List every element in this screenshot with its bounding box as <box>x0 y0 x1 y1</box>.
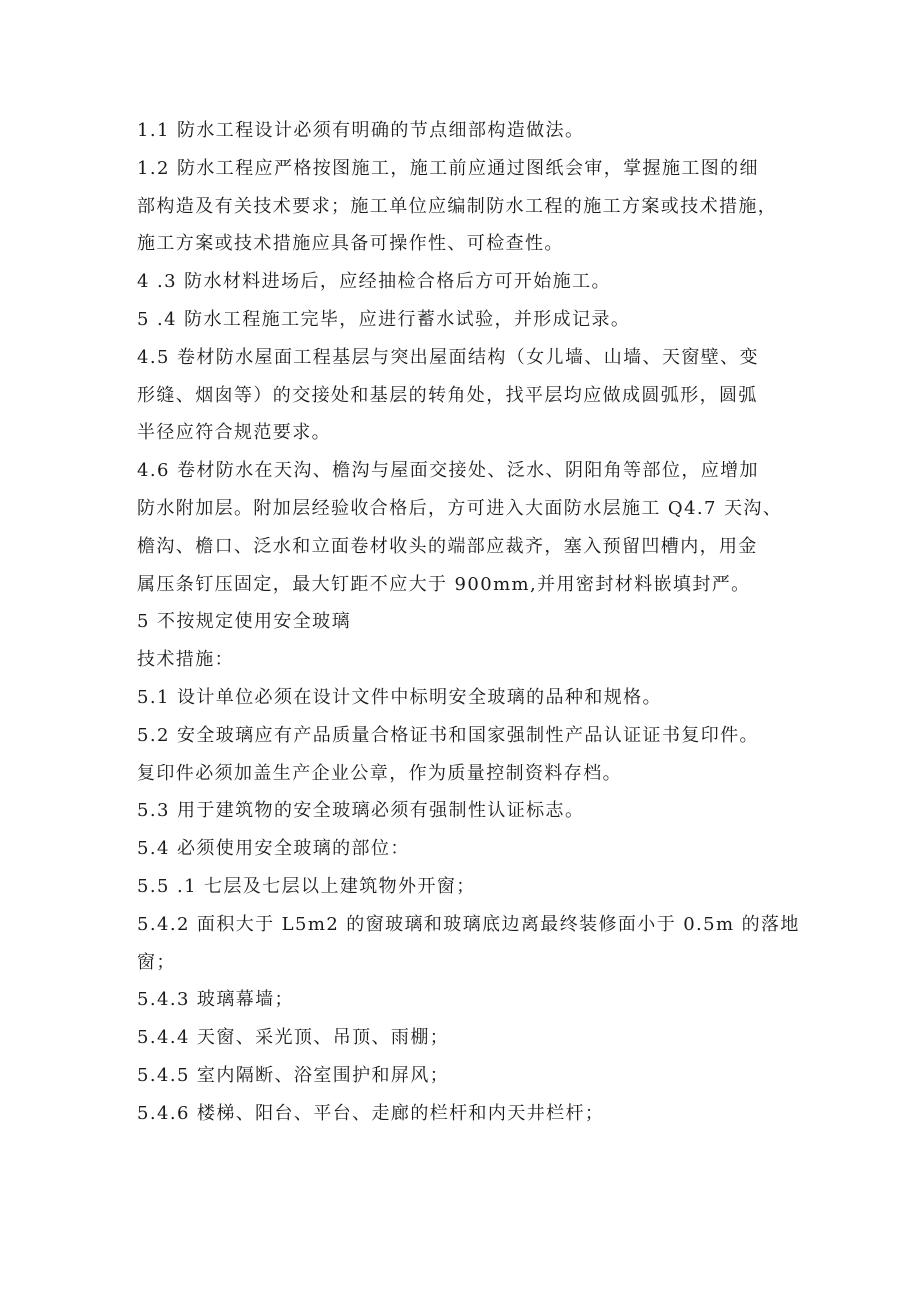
text-line: 5.4.3 玻璃幕墙； <box>137 989 294 1011</box>
text-line: 施工方案或技术措施应具备可操作性、可检查性。 <box>137 233 564 255</box>
text-line: 1.1 防水工程设计必须有明确的节点细部构造做法。 <box>137 120 585 141</box>
section-heading: 5 不按规定使用安全玻璃 <box>137 611 351 633</box>
text-line: 防水附加层。附加层经验收合格后，方可进入大面防水层施工 Q4.7 天沟、 <box>137 497 783 519</box>
text-line: 5.4.4 天窗、采光顶、吊顶、雨棚； <box>137 1027 450 1049</box>
text-line: 5.4.5 室内隔断、浴室围护和屏风； <box>137 1064 450 1086</box>
text-line: 5.4.2 面积大于 L5m2 的窗玻璃和玻璃底边离最终装修面小于 0.5m 的落地 <box>137 913 800 935</box>
text-line: 部构造及有关技术要求；施工单位应编制防水工程的施工方案或技术措施， <box>137 195 778 217</box>
text-line: 4.6 卷材防水在天沟、檐沟与屋面交接处、泛水、阴阳角等部位，应增加 <box>137 460 759 482</box>
text-line: 4.5 卷材防水屋面工程基层与突出屋面结构（女儿墙、山墙、天窗壁、变 <box>137 346 759 368</box>
text-line: 属压条钉压固定，最大钉距不应大于 900mm,并用密封材料嵌填封严。 <box>137 573 751 595</box>
text-line: 5.5 .1 七层及七层以上建筑物外开窗； <box>137 875 476 897</box>
text-line: 5.4.6 楼梯、阳台、平台、走廊的栏杆和内天井栏杆； <box>137 1102 605 1124</box>
text-line: 5 .4 防水工程施工完毕，应进行蓄水试验，并形成记录。 <box>137 308 631 330</box>
text-line: 5.3 用于建筑物的安全玻璃必须有强制性认证标志。 <box>137 800 585 822</box>
text-line: 1.2 防水工程应严格按图施工，施工前应通过图纸会审，掌握施工图的细 <box>137 157 759 179</box>
text-line: 5.2 安全玻璃应有产品质量合格证书和国家强制性产品认证证书复印件。 <box>137 724 759 746</box>
text-line: 复印件必须加盖生产企业公章，作为质量控制资料存档。 <box>137 762 622 784</box>
text-line: 5.1 设计单位必须在设计文件中标明安全玻璃的品种和规格。 <box>137 686 662 708</box>
document-body <box>137 112 800 1133</box>
text-line: 5.4 必须使用安全玻璃的部位： <box>137 838 410 860</box>
subheading: 技术措施： <box>137 649 234 671</box>
text-line: 形缝、烟囱等）的交接处和基层的转角处，找平层均应做成圆弧形，圆弧 <box>137 384 758 406</box>
text-line: 窗； <box>137 951 176 973</box>
text-line: 4 .3 防水材料进场后，应经抽检合格后方可开始施工。 <box>137 271 611 293</box>
text-line: 檐沟、檐口、泛水和立面卷材收头的端部应裁齐，塞入预留凹槽内，用金 <box>137 535 758 557</box>
text-line: 半径应符合规范要求。 <box>137 422 331 444</box>
